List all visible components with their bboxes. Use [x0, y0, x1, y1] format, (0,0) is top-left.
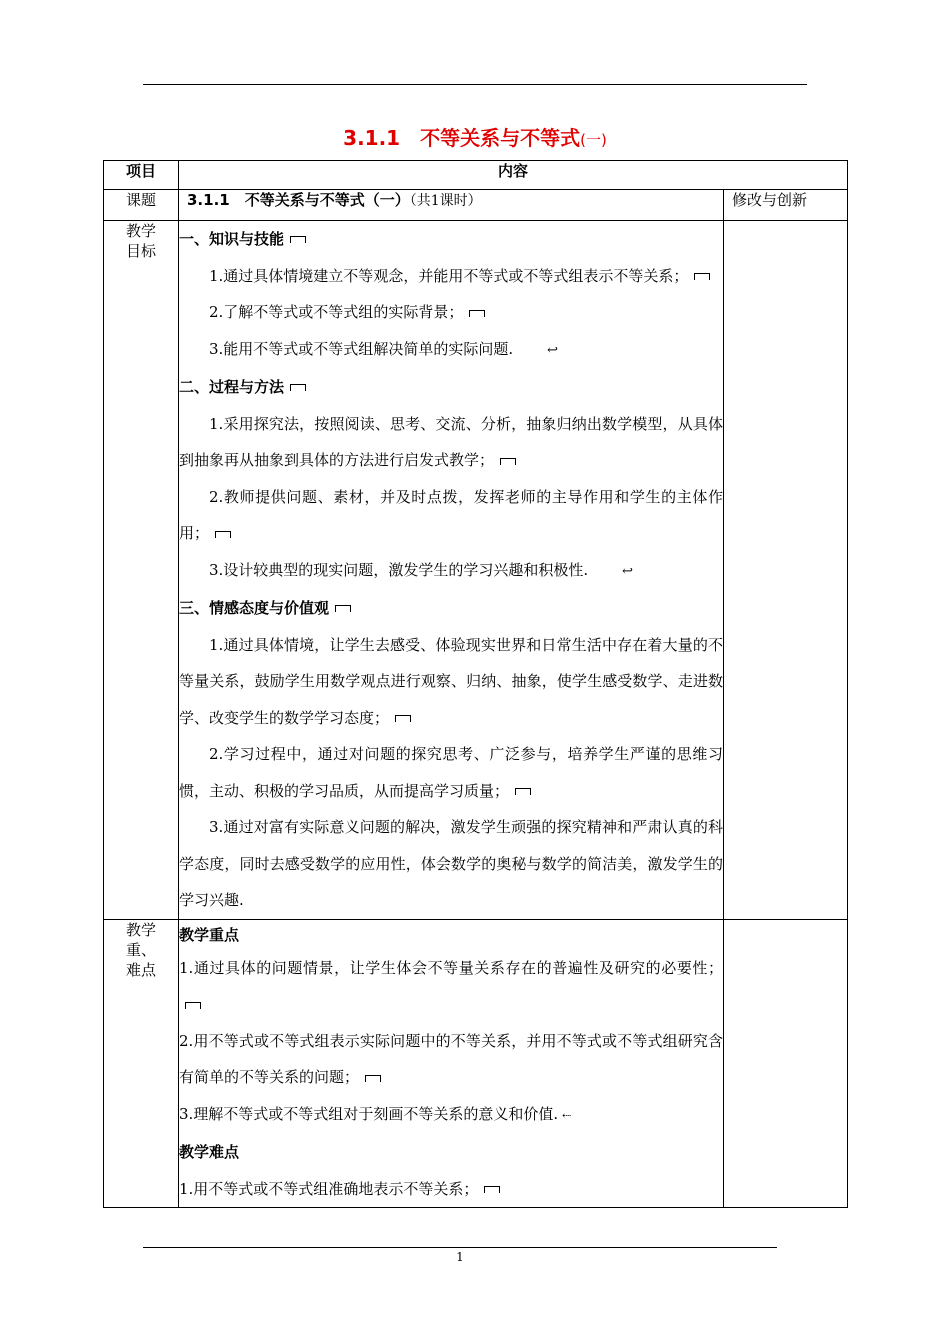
keypoints-row	[104, 919, 848, 1208]
difficult-point-paragraph	[179, 1171, 723, 1208]
topic-hours: （共1课时）	[409, 193, 482, 209]
title-suffix: (一)	[580, 131, 607, 149]
goals-row	[104, 221, 848, 920]
goal-text: 2.了解不等式或不等式组的实际背景；	[209, 303, 464, 321]
goal-paragraph	[179, 294, 723, 331]
section-knowledge-title	[179, 221, 723, 258]
difficult-point-text: 1.用不等式或不等式组准确地表示不等关系；	[179, 1179, 479, 1198]
return-arrow-icon: ↩	[547, 342, 558, 358]
paragraph-mark-icon	[469, 310, 485, 317]
key-point-paragraph	[179, 1096, 723, 1135]
key-point-paragraph	[179, 1023, 723, 1096]
goal-paragraph	[179, 627, 723, 737]
keypoints-label	[104, 919, 179, 1208]
goal-paragraph	[179, 406, 723, 479]
paragraph-mark-icon	[215, 531, 231, 538]
paragraph-mark-icon	[500, 458, 516, 465]
header-item: 项目	[104, 161, 179, 190]
goals-label-line1: 教学	[125, 222, 156, 240]
paragraph-mark-icon	[515, 788, 531, 795]
paragraph-mark-icon	[290, 384, 306, 391]
revision-column-header: 修改与创新	[724, 190, 848, 221]
goal-paragraph	[179, 736, 723, 809]
goal-text: 1.通过具体情境建立不等观念，并能用不等式或不等式组表示不等关系；	[209, 266, 689, 285]
goal-text: 2.学习过程中，通过对问题的探究思考、广泛参与，培养学生严谨的思维习惯，主动、积极的学习品质，从而提高学习质量；	[179, 745, 723, 800]
goal-text: 2.教师提供问题、素材，并及时点拨，发挥老师的主导作用和学生的主体作用；	[179, 487, 723, 542]
goal-text: 3.能用不等式或不等式组解决简单的实际问题.	[209, 339, 514, 358]
key-point-text: 2.用不等式或不等式组表示实际问题中的不等关系，并用不等式或不等式组研究含有简单的不等关系的问题；	[179, 1031, 723, 1086]
keypoints-revision-cell	[724, 919, 848, 1208]
goal-paragraph	[179, 552, 723, 591]
page-number: 1	[456, 1250, 464, 1264]
goal-paragraph	[179, 258, 723, 295]
table-header-row	[104, 161, 848, 190]
section-process-title-text: 二、过程与方法	[179, 378, 285, 396]
difficult-points-title: 教学难点	[179, 1143, 240, 1161]
lesson-plan-table	[103, 160, 848, 1208]
paragraph-mark-icon	[290, 236, 306, 243]
goal-paragraph	[179, 331, 723, 370]
goals-label-line2: 目标	[125, 242, 156, 260]
goal-text: 3.设计较典型的现实问题，激发学生的学习兴趣和积极性.	[209, 560, 589, 579]
title-main: 3.1.1 不等关系与不等式	[343, 126, 581, 150]
paragraph-mark-icon	[395, 715, 411, 722]
paragraph-mark-icon	[335, 605, 351, 612]
goals-label	[104, 221, 179, 920]
paragraph-mark-icon	[484, 1186, 500, 1193]
goal-text: 1.采用探究法，按照阅读、思考、交流、分析，抽象归纳出数学模型，从具体到抽象再从抽象到具体的方法进行启发式教学；	[179, 414, 723, 469]
section-attitude-title-text: 三、情感态度与价值观	[179, 599, 330, 617]
section-process-title	[179, 369, 723, 406]
goal-text: 1.通过具体情境，让学生去感受、体验现实世界和日常生活中存在着大量的不等量关系，鼓励学生用数学观点进行观察、归纳、抽象，使学生感受数学、走进数学、改变学生的数学学习态度；	[179, 635, 723, 727]
topic-label: 课题	[104, 190, 179, 221]
key-point-text: 1.通过具体的问题情景，让学生体会不等量关系存在的普遍性及研究的必要性；	[179, 958, 723, 977]
topic-number: 3.1.1	[187, 191, 230, 209]
goals-content	[179, 221, 724, 920]
section-knowledge-title-text: 一、知识与技能	[179, 230, 285, 248]
keypoints-label-line2: 重、	[125, 940, 156, 959]
goal-text: 3.通过对富有实际意义问题的解决，激发学生顽强的探究精神和严肃认真的科学态度，同时去感受数学的应用性，体会数学的奥秘与数学的简洁美，激发学生的学习兴趣.	[179, 818, 723, 909]
section-attitude-title	[179, 590, 723, 627]
topic-row	[104, 190, 848, 221]
paragraph-mark-icon	[365, 1075, 381, 1082]
paragraph-mark-icon	[694, 273, 710, 280]
footer-rule	[143, 1247, 777, 1248]
key-points-title: 教学重点	[179, 925, 240, 944]
goals-revision-cell	[724, 221, 848, 920]
keypoints-content	[179, 919, 724, 1208]
header-content: 内容	[179, 161, 848, 190]
topic-content	[179, 190, 724, 221]
document-title	[0, 122, 950, 151]
key-point-paragraph	[179, 950, 723, 1023]
return-arrow-icon: ⇠	[562, 1108, 572, 1122]
topic-name: 不等关系与不等式（一）	[244, 191, 410, 209]
keypoints-label-line3: 难点	[125, 960, 156, 979]
keypoints-label-line1: 教学	[125, 920, 156, 939]
return-arrow-icon: ↩	[622, 563, 633, 579]
goal-paragraph	[179, 479, 723, 552]
goal-paragraph	[179, 809, 723, 919]
paragraph-mark-icon	[185, 1002, 201, 1009]
header-rule	[143, 84, 807, 85]
key-point-text: 3.理解不等式或不等式组对于刻画不等关系的意义和价值.	[179, 1104, 559, 1123]
